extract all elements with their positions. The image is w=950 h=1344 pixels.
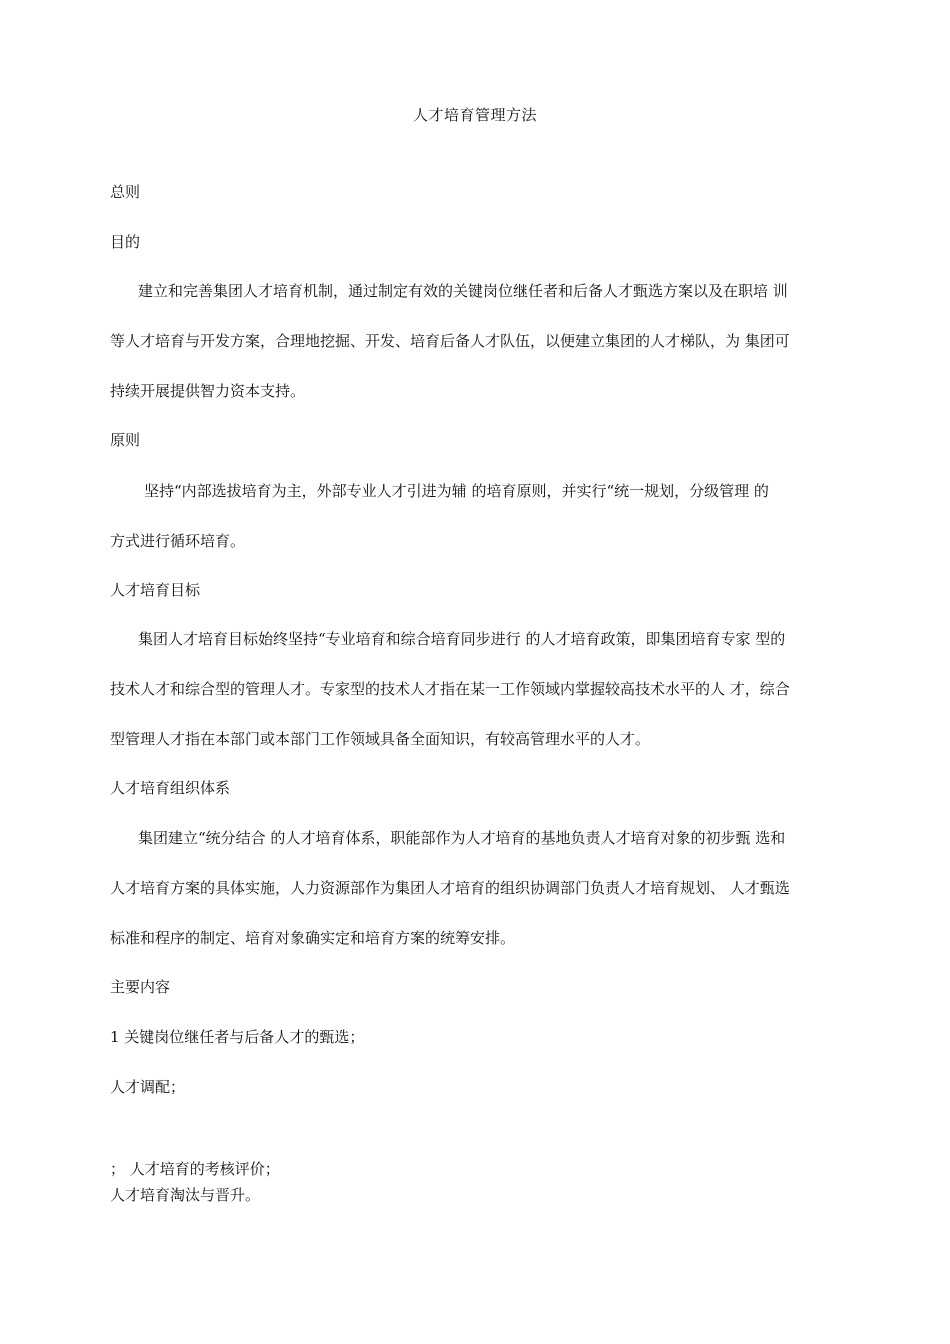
list-item: ； 人才培育的考核评价； [110, 1160, 280, 1178]
paragraph-line: 建立和完善集团人才培育机制，通过制定有效的关键岗位继任者和后备人才甄选方案以及在职培 训 [138, 282, 788, 300]
paragraph-line: 集团人才培育目标始终坚持“专业培育和综合培育同步进行 的人才培育政策，即集团培育专家 型的 [138, 630, 786, 648]
heading-purpose: 目的 [110, 233, 141, 251]
heading-goal: 人才培育目标 [110, 581, 201, 599]
list-item: 1 关键岗位继任者与后备人才的甄选； [110, 1028, 365, 1046]
paragraph-line: 人才培育方案的具体实施，人力资源部作为集团人才培育的组织协调部门负责人才培育规划、 人才甄选 [110, 879, 790, 897]
heading-main-content: 主要内容 [110, 978, 171, 996]
paragraph-line: 技术人才和综合型的管理人才。专家型的技术人才指在某一工作领域内掌握较高技术水平的人 才，综合 [110, 680, 790, 698]
paragraph-line: 集团建立“统分结合 的人才培育体系，职能部作为人才培育的基地负责人才培育对象的初步甄 选和 [138, 829, 786, 847]
paragraph-line: 坚持“内部选拔培育为主，外部专业人才引进为辅 的培育原则，并实行“统一规划，分级管理 的 [144, 482, 769, 500]
paragraph-line: 等人才培育与开发方案，合理地挖掘、开发、培育后备人才队伍，以便建立集团的人才梯队，为 集团可 [110, 332, 790, 350]
paragraph-line: 型管理人才指在本部门或本部门工作领域具备全面知识，有较高管理水平的人才。 [110, 730, 651, 748]
paragraph-line: 标准和程序的制定、培育对象确实定和培育方案的统筹安排。 [110, 929, 516, 947]
heading-general: 总则 [110, 183, 141, 201]
heading-org: 人才培育组织体系 [110, 779, 231, 797]
paragraph-line: 持续开展提供智力资本支持。 [110, 382, 306, 400]
heading-principle: 原则 [110, 431, 141, 449]
list-item: 人才调配； [110, 1078, 186, 1096]
document-title: 人才培育管理方法 [412, 106, 537, 124]
paragraph-line: 方式进行循环培育。 [110, 532, 246, 550]
list-item: 人才培育淘汰与晋升。 [110, 1186, 261, 1204]
